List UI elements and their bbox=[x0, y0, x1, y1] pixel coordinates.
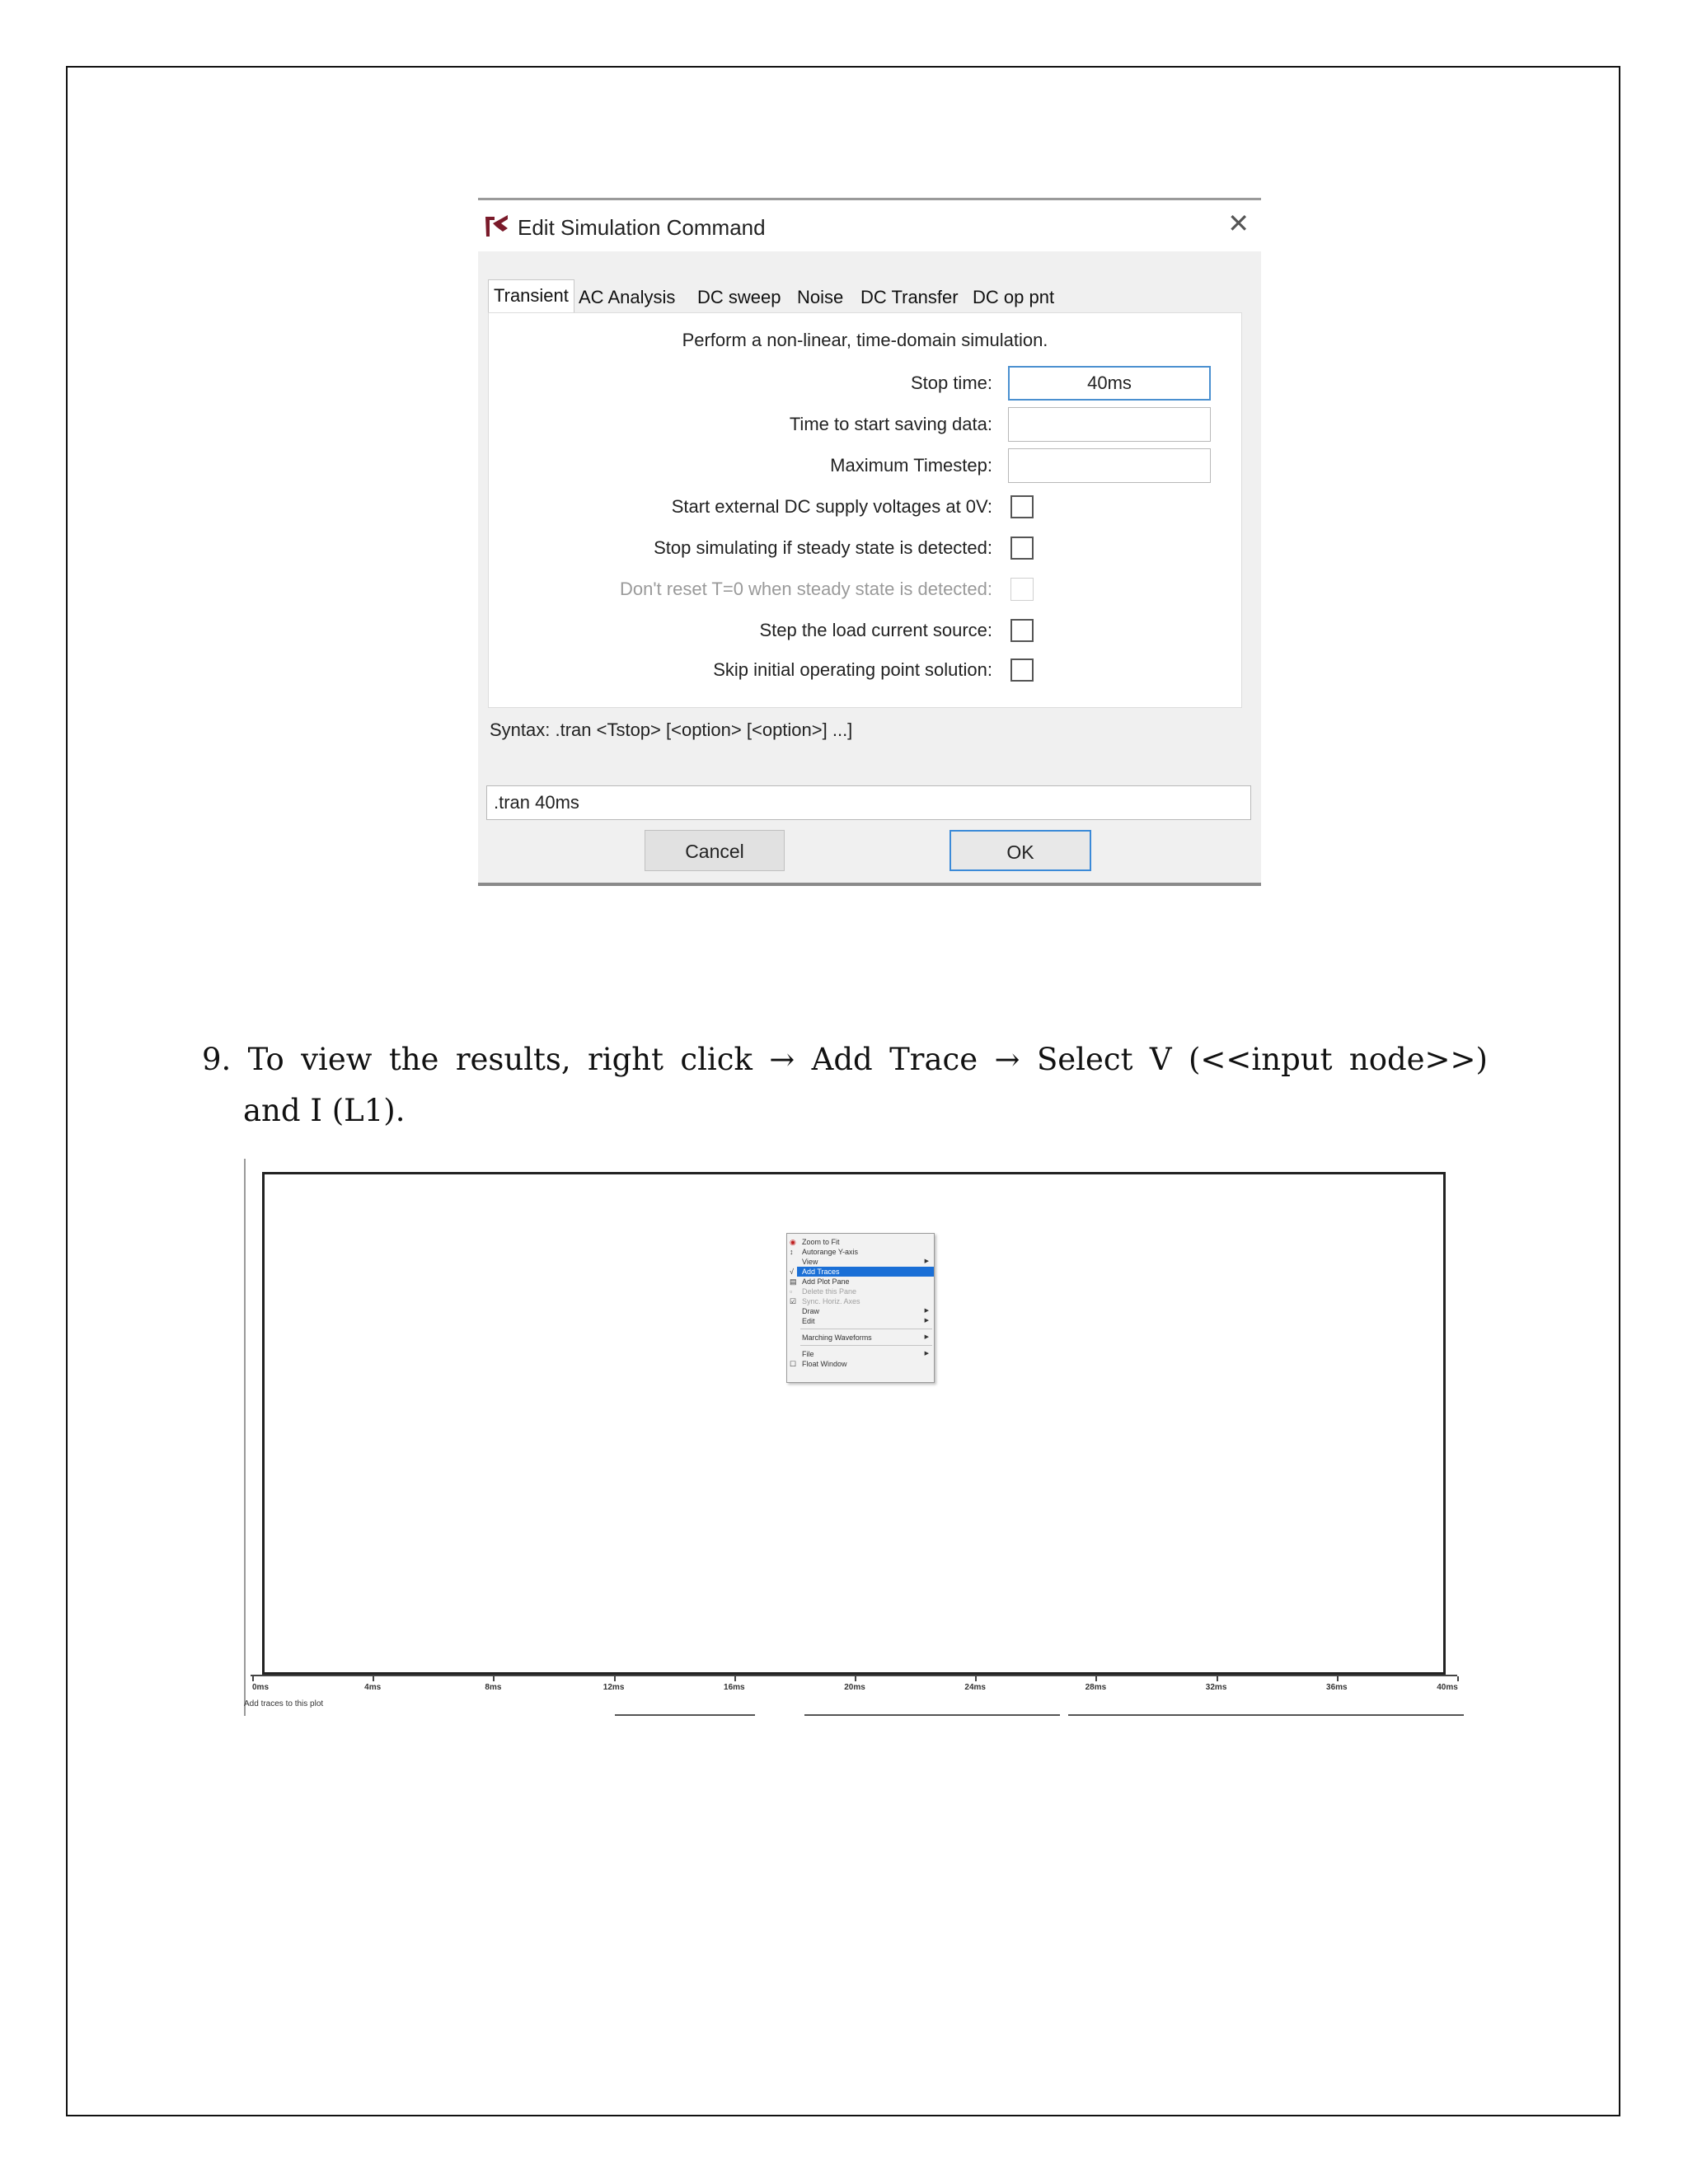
syntax-hint: Syntax: .tran <Tstop> [<option> [<option>] ...] bbox=[490, 719, 853, 740]
instruction-line-1: 9. To view the results, right click → Add Trace → Select V (<<input node>>) bbox=[202, 1042, 1488, 1077]
x-tick-mark bbox=[614, 1676, 616, 1681]
zoom-icon: ◉ bbox=[790, 1238, 796, 1246]
start-saving-input[interactable] bbox=[1008, 407, 1211, 442]
ext-dc-label: Start external DC supply voltages at 0V: bbox=[671, 496, 992, 517]
dont-reset-label: Don't reset T=0 when steady state is detected: bbox=[620, 579, 992, 599]
stop-time-label: Stop time: bbox=[910, 373, 992, 393]
x-tick-label: 28ms bbox=[1085, 1683, 1107, 1692]
x-tick-label: 8ms bbox=[485, 1683, 502, 1692]
step-load-checkbox[interactable] bbox=[1010, 619, 1034, 642]
x-tick-label: 4ms bbox=[364, 1683, 382, 1692]
add-traces-icon: √ bbox=[790, 1268, 794, 1276]
steady-state-checkbox[interactable] bbox=[1010, 537, 1034, 560]
menu-float-window[interactable]: ☐ Float Window bbox=[790, 1360, 847, 1368]
analysis-description: Perform a non-linear, time-domain simulation. bbox=[682, 330, 1048, 350]
tab-dc-op-pnt[interactable]: DC op pnt bbox=[973, 287, 1055, 307]
menu-sync-horiz: ☑ Sync. Horiz. Axes bbox=[790, 1297, 860, 1305]
autorange-icon: ↕ bbox=[790, 1248, 794, 1256]
waveform-context-menu bbox=[786, 1233, 935, 1383]
menu-delete-pane: ▫ Delete this Pane bbox=[790, 1287, 857, 1296]
dialog-titlebar bbox=[478, 200, 1261, 251]
x-tick-mark bbox=[493, 1676, 495, 1681]
scroll-strip-3 bbox=[1068, 1714, 1464, 1716]
submenu-arrow-icon: ▶ bbox=[924, 1308, 929, 1314]
x-tick-mark bbox=[252, 1676, 254, 1681]
max-timestep-input[interactable] bbox=[1008, 448, 1211, 483]
max-timestep-label: Maximum Timestep: bbox=[830, 455, 992, 476]
viewer-left-edge bbox=[244, 1159, 246, 1716]
x-tick-label: 40ms bbox=[1437, 1683, 1458, 1692]
menu-separator bbox=[800, 1345, 932, 1346]
status-bar: Add traces to this plot bbox=[244, 1699, 324, 1708]
menu-add-plot-pane[interactable]: ▤ Add Plot Pane bbox=[790, 1277, 850, 1286]
cancel-button[interactable]: Cancel bbox=[645, 830, 785, 871]
dialog-title: Edit Simulation Command bbox=[518, 215, 766, 240]
transient-panel bbox=[488, 312, 1242, 708]
edit-simulation-command-dialog bbox=[478, 198, 1261, 886]
tab-ac-analysis[interactable]: AC Analysis bbox=[579, 287, 676, 307]
stop-time-input[interactable] bbox=[1008, 366, 1211, 401]
scroll-strip-2 bbox=[804, 1714, 1060, 1716]
close-icon[interactable]: ✕ bbox=[1227, 209, 1250, 238]
x-tick-label: 20ms bbox=[844, 1683, 865, 1692]
x-tick-label: 12ms bbox=[603, 1683, 625, 1692]
x-tick-mark bbox=[975, 1676, 977, 1681]
x-tick-mark bbox=[1457, 1676, 1459, 1681]
x-tick-mark bbox=[1217, 1676, 1218, 1681]
menu-edit[interactable]: Edit ▶ bbox=[802, 1317, 929, 1325]
menu-file[interactable]: File ▶ bbox=[802, 1350, 929, 1358]
x-tick-label: 16ms bbox=[724, 1683, 745, 1692]
command-input[interactable] bbox=[486, 785, 1251, 820]
submenu-arrow-icon: ▶ bbox=[924, 1334, 929, 1340]
plot-pane-icon: ▤ bbox=[790, 1277, 797, 1286]
x-tick-mark bbox=[1095, 1676, 1097, 1681]
x-tick-label: 0ms bbox=[251, 1683, 270, 1692]
submenu-arrow-icon: ▶ bbox=[924, 1351, 929, 1357]
ext-dc-checkbox[interactable] bbox=[1010, 495, 1034, 518]
menu-autorange-y[interactable]: ↕ Autorange Y-axis bbox=[790, 1248, 859, 1256]
delete-pane-icon: ▫ bbox=[790, 1287, 793, 1296]
submenu-arrow-icon: ▶ bbox=[924, 1318, 929, 1324]
steady-state-label: Stop simulating if steady state is detected: bbox=[654, 537, 992, 558]
x-tick-label: 36ms bbox=[1326, 1683, 1348, 1692]
menu-add-traces[interactable]: Add Traces bbox=[797, 1267, 934, 1277]
instruction-line-2: and I (L1). bbox=[243, 1093, 406, 1128]
x-tick-mark bbox=[855, 1676, 856, 1681]
menu-draw[interactable]: Draw ▶ bbox=[802, 1307, 929, 1315]
skip-op-checkbox[interactable] bbox=[1010, 658, 1034, 682]
start-saving-label: Time to start saving data: bbox=[789, 414, 992, 434]
menu-view[interactable]: View ▶ bbox=[802, 1258, 929, 1266]
check-icon: ☑ bbox=[790, 1297, 797, 1305]
ltspice-app-icon bbox=[483, 212, 511, 240]
tab-dc-transfer[interactable]: DC Transfer bbox=[860, 287, 959, 307]
x-axis bbox=[251, 1675, 1457, 1676]
x-tick-mark bbox=[1337, 1676, 1339, 1681]
menu-zoom-to-fit[interactable]: ◉ Zoom to Fit bbox=[790, 1238, 840, 1246]
x-tick-label: 32ms bbox=[1205, 1683, 1227, 1692]
tab-dc-sweep[interactable]: DC sweep bbox=[697, 287, 781, 307]
x-tick-label: 24ms bbox=[964, 1683, 986, 1692]
tab-transient[interactable]: Transient bbox=[488, 279, 574, 313]
x-tick-mark bbox=[734, 1676, 736, 1681]
instruction-step-9 bbox=[202, 1034, 1488, 1137]
ok-button[interactable]: OK bbox=[950, 830, 1091, 871]
x-tick-mark bbox=[373, 1676, 374, 1681]
step-load-label: Step the load current source: bbox=[759, 620, 992, 640]
checkbox-icon: ☐ bbox=[790, 1360, 797, 1368]
menu-marching-waveforms[interactable]: Marching Waveforms ▶ bbox=[802, 1333, 929, 1342]
dont-reset-checkbox bbox=[1010, 578, 1034, 601]
scroll-strip-1 bbox=[615, 1714, 755, 1716]
submenu-arrow-icon: ▶ bbox=[924, 1258, 929, 1264]
tab-noise[interactable]: Noise bbox=[797, 287, 844, 307]
skip-op-label: Skip initial operating point solution: bbox=[713, 659, 992, 680]
waveform-viewer bbox=[244, 1159, 1464, 1716]
